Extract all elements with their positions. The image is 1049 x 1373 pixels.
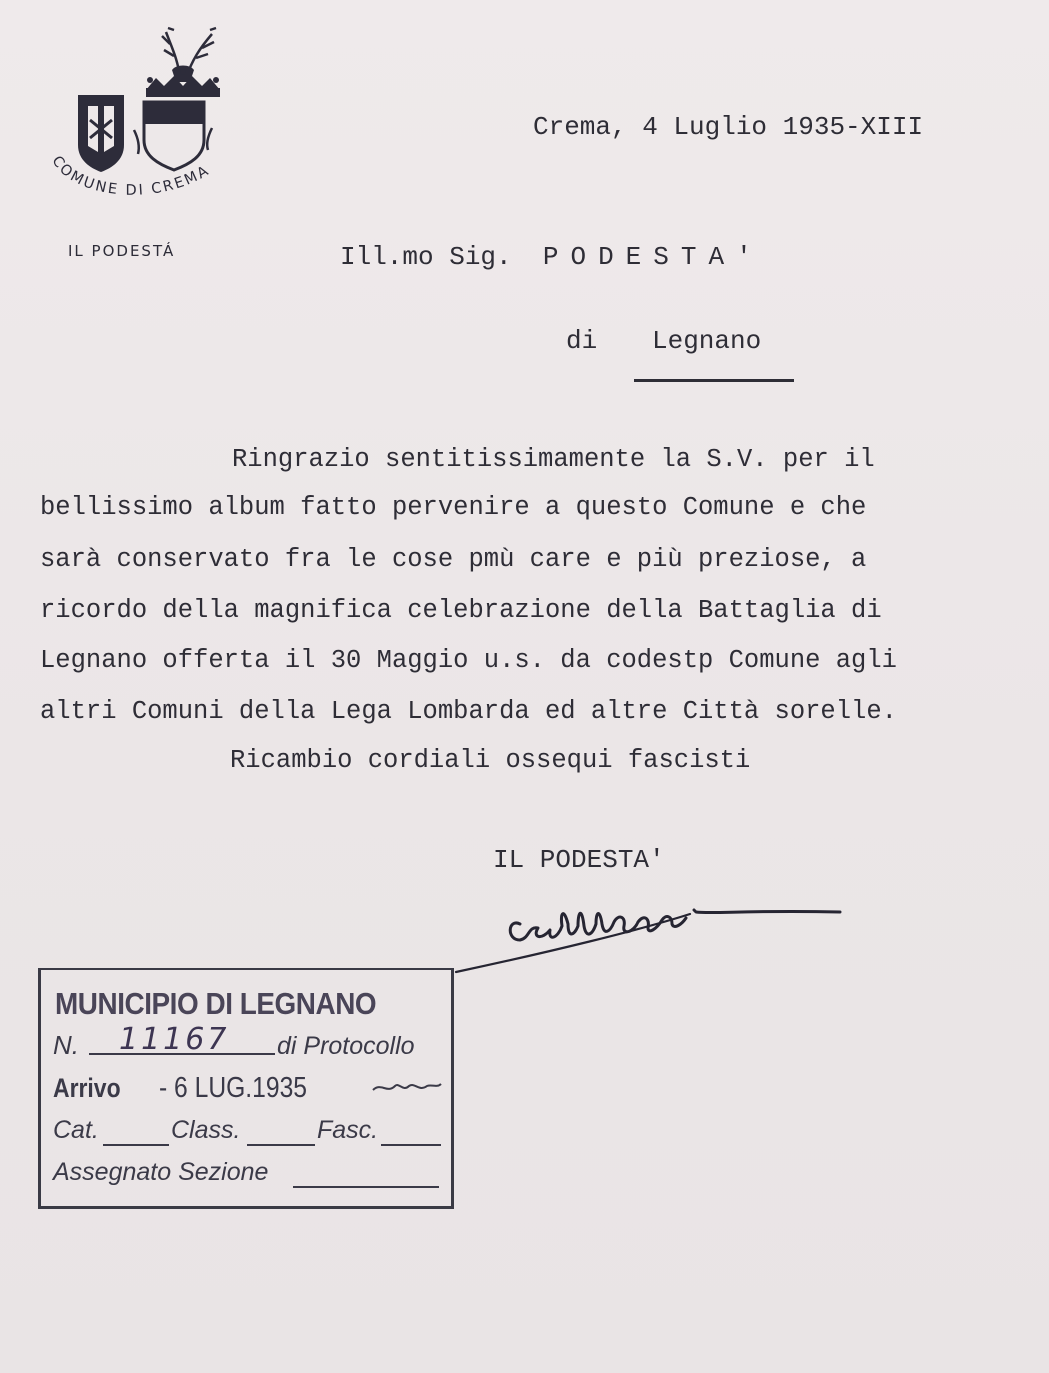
stamp-class-line: [247, 1144, 315, 1146]
stamp-fasc-line: [381, 1144, 441, 1146]
city-underline: [634, 379, 794, 382]
body-line: Legnano offerta il 30 Maggio u.s. da codestp Comune agli: [40, 646, 897, 675]
stamp-initials-mark: [369, 1074, 445, 1100]
stamp-number-label: N.: [53, 1030, 79, 1060]
body-line: sarà conservato fra le cose pmù care e più preziose, a: [40, 545, 867, 574]
stamp-arrival-date: - 6 LUG.1935: [159, 1072, 307, 1104]
closing-line: Ricambio cordiali ossequi fascisti: [230, 746, 751, 775]
stamp-assigned-label: Assegnato Sezione: [53, 1158, 269, 1186]
body-line: Ringrazio sentitissimamente la S.V. per il: [232, 445, 875, 474]
crema-coat-of-arms-icon: [40, 20, 250, 220]
stamp-title: MUNICIPIO DI LEGNANO: [55, 986, 377, 1021]
body-line: altri Comuni della Lega Lombarda ed altre Città sorelle.: [40, 697, 897, 726]
stamp-assigned-line: [293, 1186, 439, 1188]
stamp-arrival-label: Arrivo: [53, 1073, 121, 1103]
letter-date: Crema, 4 Luglio 1935-XIII: [533, 112, 924, 142]
letterhead-office: IL PODESTÁ: [68, 242, 176, 260]
body-line: bellissimo album fatto pervenire a questo Comune e che: [40, 493, 867, 522]
stamp-cat-line: [103, 1144, 169, 1146]
seal-text: COMUNE DI CREMA: [48, 153, 213, 199]
body-line: ricordo della magnifica celebrazione della Battaglia di: [40, 596, 882, 625]
addressee-title: PODESTA': [542, 242, 764, 272]
letterhead: [40, 20, 250, 270]
stamp-fasc-label: Fasc.: [317, 1116, 379, 1144]
stamp-class-label: Class.: [171, 1116, 241, 1144]
stamp-protocol-label: di Protocollo: [277, 1032, 415, 1060]
addressee-di: di: [566, 326, 598, 356]
addressee-city: Legnano: [652, 326, 762, 356]
signoff: IL PODESTA': [493, 845, 665, 875]
addressee-line: [340, 242, 764, 272]
addressee-prefix: Ill.mo Sig.: [340, 242, 512, 272]
protocol-stamp: [38, 968, 454, 1209]
handwritten-signature: [450, 880, 850, 980]
stamp-protocol-number: 11167: [119, 1022, 230, 1057]
stamp-cat-label: Cat.: [53, 1116, 99, 1144]
